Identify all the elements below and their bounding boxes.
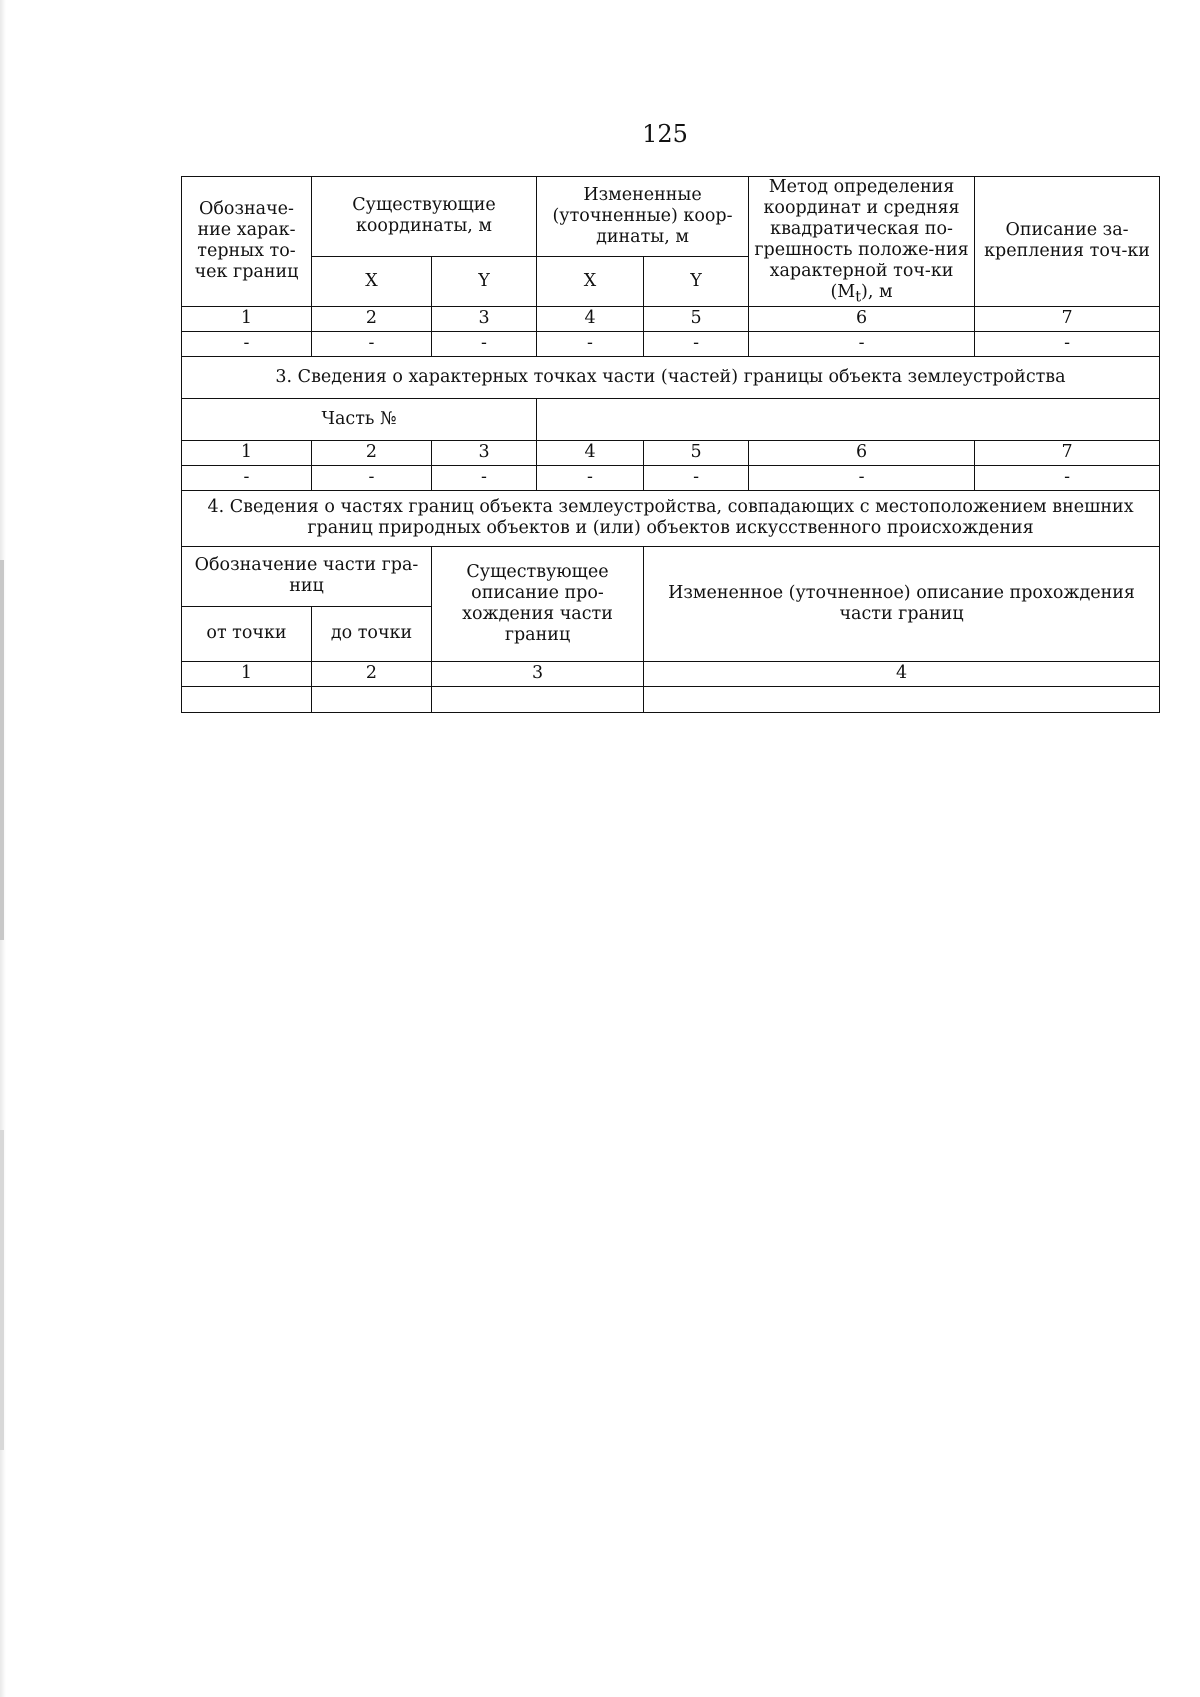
column-number: 1 [182,661,312,686]
header-existing-description: Существующее описание про-хождения части границ [432,546,644,661]
dash-cell: - [644,465,749,490]
column-number: 2 [312,661,432,686]
column-number: 7 [975,440,1160,465]
header-to-point: до точки [312,606,432,661]
dash-cell: - [312,331,432,356]
empty-cell [182,686,312,712]
column-number: 6 [749,440,975,465]
empty-cell [644,686,1160,712]
page-number: 125 [642,120,688,148]
header-x: X [537,256,644,306]
column-number: 5 [644,306,749,331]
header-y: Y [432,256,537,306]
dash-cell: - [975,331,1160,356]
scan-artifact [0,1130,4,1450]
dash-cell: - [749,331,975,356]
header-fixing-description: Описание за-крепления точ-ки [975,177,1160,307]
dash-cell: - [749,465,975,490]
dash-cell: - [644,331,749,356]
section-4-title: 4. Сведения о частях границ объекта землеустройства, совпадающих с местоположением внешних границ природных объектов и (или) объектов искусственного происхождения [182,490,1160,546]
empty-cell [432,686,644,712]
dash-cell: - [432,331,537,356]
column-number: 3 [432,440,537,465]
header-changed-coordinates: Измененные (уточненные) коор-динаты, м [537,177,749,257]
header-y: Y [644,256,749,306]
column-number: 2 [312,440,432,465]
empty-cell [312,686,432,712]
column-number: 5 [644,440,749,465]
header-method: Метод определения координат и средняя квадратическая по-грешность положе-ния характерной точ-ки $(M_t)$, м [749,177,975,307]
dash-cell: - [182,465,312,490]
part-number-label: Часть № [182,398,537,440]
column-number: 2 [312,306,432,331]
header-changed-description: Измененное (уточненное) описание прохождения части границ [644,546,1160,661]
land-survey-table [181,176,1160,713]
header-from-point: от точки [182,606,312,661]
dash-cell: - [182,331,312,356]
column-number: 1 [182,440,312,465]
header-point-designation: Обозначе-ние харак-терных то-чек границ [182,177,312,307]
empty-row [182,686,1160,712]
column-number-row [182,306,1160,331]
column-number: 3 [432,306,537,331]
header-part-designation: Обозначение части гра-ниц [182,546,432,606]
header-x: X [312,256,432,306]
dash-cell: - [537,331,644,356]
column-number-row [182,661,1160,686]
dash-row [182,465,1160,490]
column-number: 4 [537,440,644,465]
dash-cell: - [312,465,432,490]
dash-cell: - [537,465,644,490]
column-number: 6 [749,306,975,331]
header-existing-coordinates: Существующие координаты, м [312,177,537,257]
dash-cell: - [975,465,1160,490]
column-number: 1 [182,306,312,331]
column-number: 4 [644,661,1160,686]
section-3-title: 3. Сведения о характерных точках части (частей) границы объекта землеустройства [182,356,1160,398]
dash-cell: - [432,465,537,490]
part-number-value [537,398,1160,440]
dash-row [182,331,1160,356]
scan-artifact [0,560,4,940]
column-number: 3 [432,661,644,686]
column-number: 7 [975,306,1160,331]
column-number: 4 [537,306,644,331]
column-number-row [182,440,1160,465]
